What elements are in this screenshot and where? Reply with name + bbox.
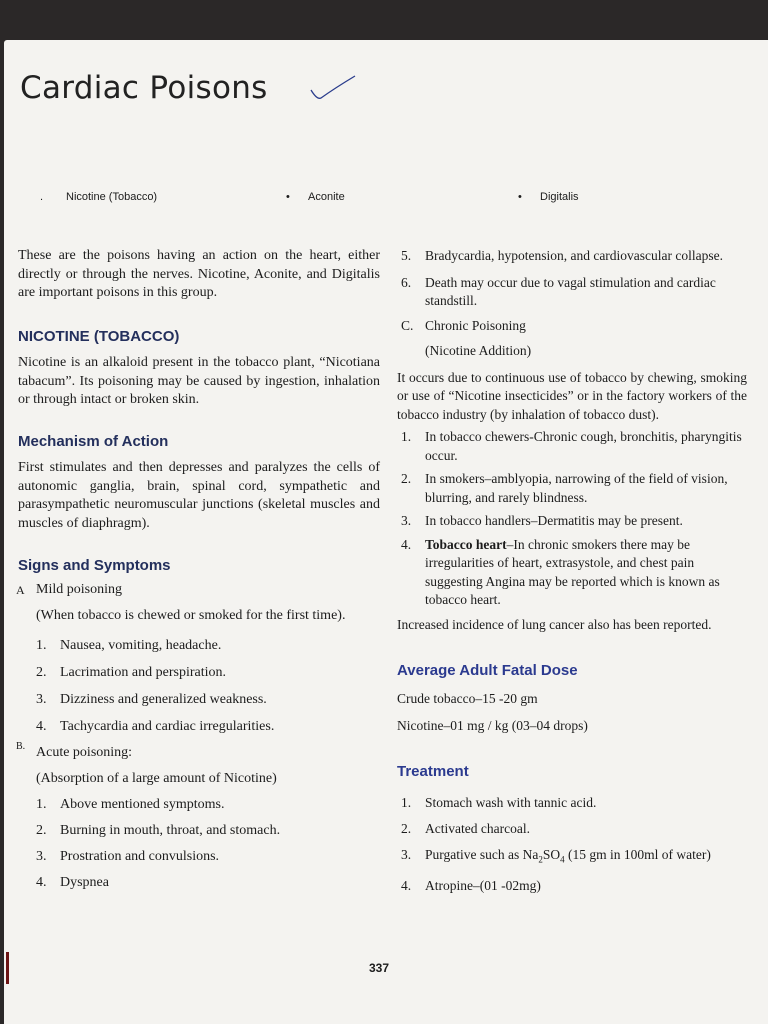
mechanism-paragraph: First stimulates and then depresses and paralyzes the cells of autonomic ganglia, brain, spinal cord, sympathetic and parasympathetic neuromuscular junctions (skeletal muscles and muscles of diaphragm). xyxy=(18,460,380,531)
mild-poisoning-label: A Mild poisoning xyxy=(16,581,122,597)
right-column xyxy=(397,247,747,899)
signs-heading: Signs and Symptoms xyxy=(18,557,171,574)
book-page xyxy=(4,40,768,1024)
list-bullet: • xyxy=(518,191,522,203)
list-item: 2. Lacrimation and perspiration. xyxy=(36,664,226,680)
mechanism-heading: Mechanism of Action xyxy=(18,432,169,450)
acute-symptom-list xyxy=(18,792,380,896)
page-number: 337 xyxy=(369,961,390,975)
tobacco-heart-term: Tobacco heart xyxy=(425,536,507,552)
page-edge-marker xyxy=(6,952,9,984)
acute-poisoning-note: (Absorption of a large amount of Nicotine) xyxy=(36,770,277,786)
list-item: 6. Death may occur due to vagal stimulation and cardiac standstill. xyxy=(401,274,716,308)
intro-paragraph: These are the poisons having an action on the heart, either directly or through the nerves. Nicotine, Aconite, and Digitalis are important poisons in this group. xyxy=(18,248,380,300)
list-item: 2. Burning in mouth, throat, and stomach. xyxy=(36,822,281,838)
mild-poisoning-note: (When tobacco is chewed or smoked for the first time). xyxy=(36,608,346,623)
list-item: Digitalis xyxy=(540,191,579,203)
acute-symptom-list-continued xyxy=(397,247,747,311)
list-item: 4. Atropine–(01 -02mg) xyxy=(401,877,541,893)
handwritten-tick-icon xyxy=(309,74,359,104)
nicotine-heading: NICOTINE (TOBACCO) xyxy=(18,327,180,345)
treatment-list xyxy=(397,790,747,899)
treatment-heading: Treatment xyxy=(397,762,469,780)
list-item: 1. Above mentioned symptoms. xyxy=(36,796,225,812)
list-item: 1. Stomach wash with tannic acid. xyxy=(401,795,597,810)
fatal-dose-heading: Average Adult Fatal Dose xyxy=(397,662,578,679)
chronic-footer: Increased incidence of lung cancer also has been reported. xyxy=(397,616,712,632)
chronic-paragraph: It occurs due to continuous use of tobacco by chewing, smoking or use of “Nicotine insecticides” or in the factory workers of the tobacco industry (by inhalation of tobacco dust). xyxy=(397,369,747,422)
list-item: 5. Bradycardia, hypotension, and cardiovascular collapse. xyxy=(401,248,724,263)
list-item: Aconite xyxy=(308,191,345,203)
list-item: 2. Activated charcoal. xyxy=(401,821,530,836)
chronic-poisoning-label: C. Chronic Poisoning xyxy=(401,317,526,333)
acute-poisoning-label: B. Acute poisoning: xyxy=(16,740,133,760)
list-item: 3. In tobacco handlers–Dermatitis may be present. xyxy=(401,513,683,528)
list-item: Nicotine (Tobacco) xyxy=(66,191,158,203)
list-item: 1. In tobacco chewers-Chronic cough, bronchitis, pharyngitis occur. xyxy=(401,429,742,463)
list-item: 4. Tobacco heart–In chronic smokers there may be irregularities of heart, extrasystole, and chest pain suggesting Angina may be reported which is known as tobacco heart. xyxy=(401,536,720,607)
list-item: 3. Purgative such as $Na_2SO_4$ (15 gm in 100ml of water) xyxy=(401,847,711,865)
page-title: Cardiac Poisons xyxy=(20,70,268,106)
list-item: 4. Tachycardia and cardiac irregularities. xyxy=(36,718,275,734)
list-bullet: . xyxy=(40,191,44,203)
fatal-dose-line: Crude tobacco–15 -20 gm xyxy=(397,690,538,706)
list-item: 2. In smokers–amblyopia, narrowing of the field of vision, blurring, and rarely blindness. xyxy=(401,471,728,505)
chronic-symptom-list xyxy=(397,428,747,610)
list-item: 3. Dizziness and generalized weakness. xyxy=(36,691,267,707)
mild-symptom-list xyxy=(18,632,380,740)
list-item: 1. Nausea, vomiting, headache. xyxy=(36,637,222,653)
list-bullet: • xyxy=(286,191,290,203)
fatal-dose-line: Nicotine–01 mg / kg (03–04 drops) xyxy=(397,718,588,733)
chronic-poisoning-note: (Nicotine Addition) xyxy=(425,343,532,358)
list-item: 3. Prostration and convulsions. xyxy=(36,848,220,864)
left-column xyxy=(18,247,380,896)
list-item: 4. Dyspnea xyxy=(36,874,109,890)
nicotine-paragraph: Nicotine is an alkaloid present in the tobacco plant, “Nicotiana tabacum”. Its poisoning may be caused by ingestion, inhalation or through intact or broken skin. xyxy=(18,355,380,407)
